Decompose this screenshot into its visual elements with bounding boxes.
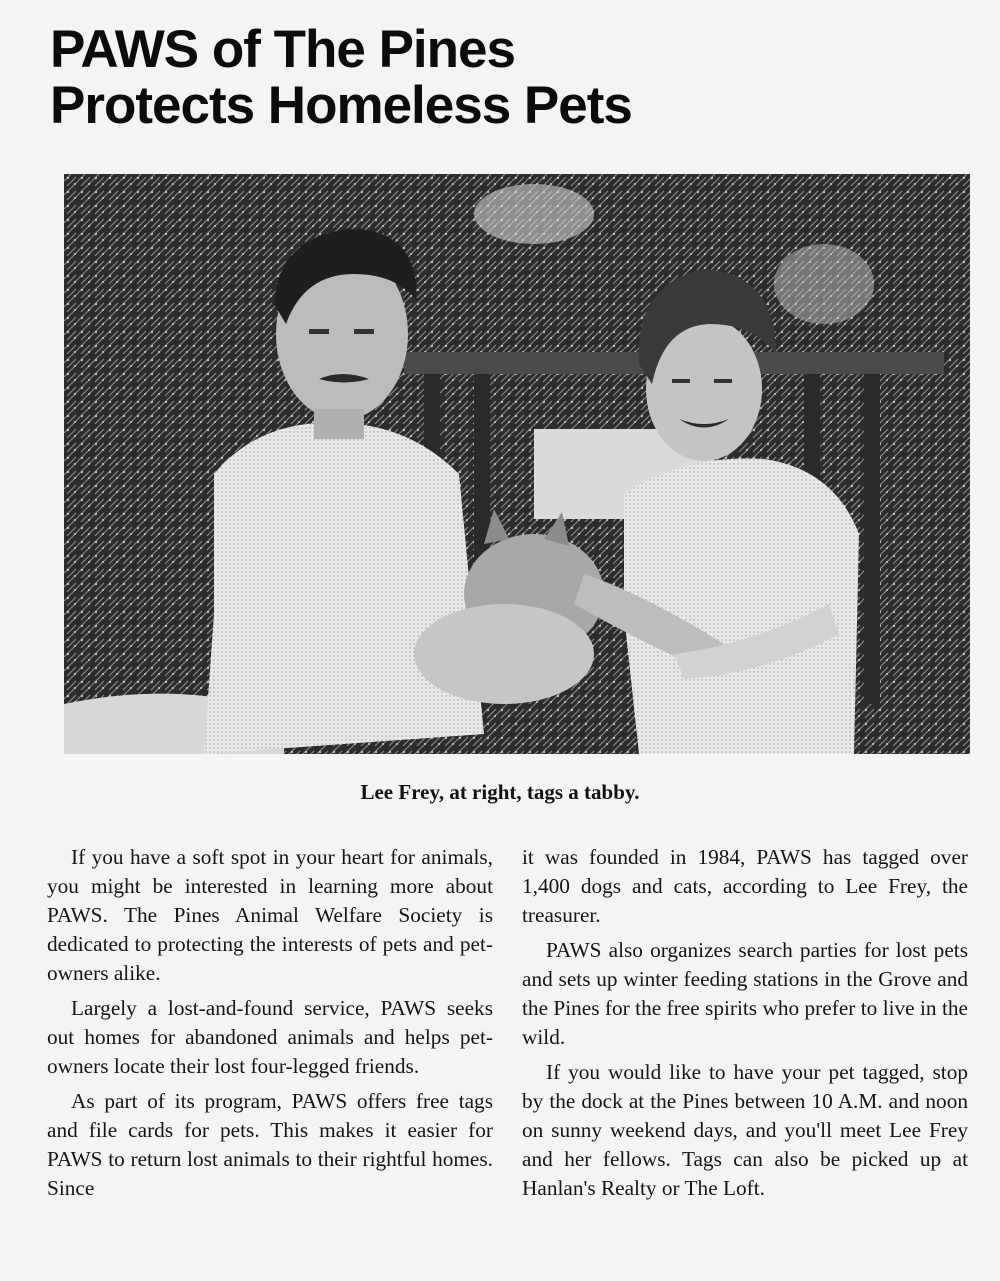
- article-paragraph: Largely a lost-and-found service, PAWS seeks out homes for abandoned animals and helps pet-owners locate their lost four-legged friends.: [47, 996, 493, 1078]
- article-paragraph: If you have a soft spot in your heart for animals, you might be interested in learning more about PAWS. The Pines Animal Welfare Society is dedicated to protecting the interests of pets and pet-owners alike.: [47, 845, 493, 985]
- photo-caption: Lee Frey, at right, tags a tabby.: [360, 780, 640, 804]
- article-photo: [64, 174, 970, 754]
- article-paragraph: As part of its program, PAWS offers free tags and file cards for pets. This makes it easier for PAWS to return lost animals to their rightful homes. Since: [47, 1089, 493, 1200]
- headline: [50, 22, 950, 134]
- article-paragraph: it was founded in 1984, PAWS has tagged over 1,400 dogs and cats, according to Lee Frey, the treasurer.: [522, 845, 968, 927]
- headline-line-2: Protects Homeless Pets: [50, 76, 632, 135]
- article-column-left: [47, 843, 493, 1209]
- article-paragraph: PAWS also organizes search parties for lost pets and sets up winter feeding stations in the Grove and the Pines for the free spirits who prefer to live in the wild.: [522, 938, 968, 1049]
- article-paragraph: If you would like to have your pet tagged, stop by the dock at the Pines between 10 A.M. and noon on sunny weekend days, and you'll meet Lee Frey and her fellows. Tags can also be picked up at Hanlan's Realty or The Loft.: [522, 1060, 968, 1200]
- headline-line-1: PAWS of The Pines: [50, 20, 515, 79]
- article-column-right: [522, 843, 968, 1209]
